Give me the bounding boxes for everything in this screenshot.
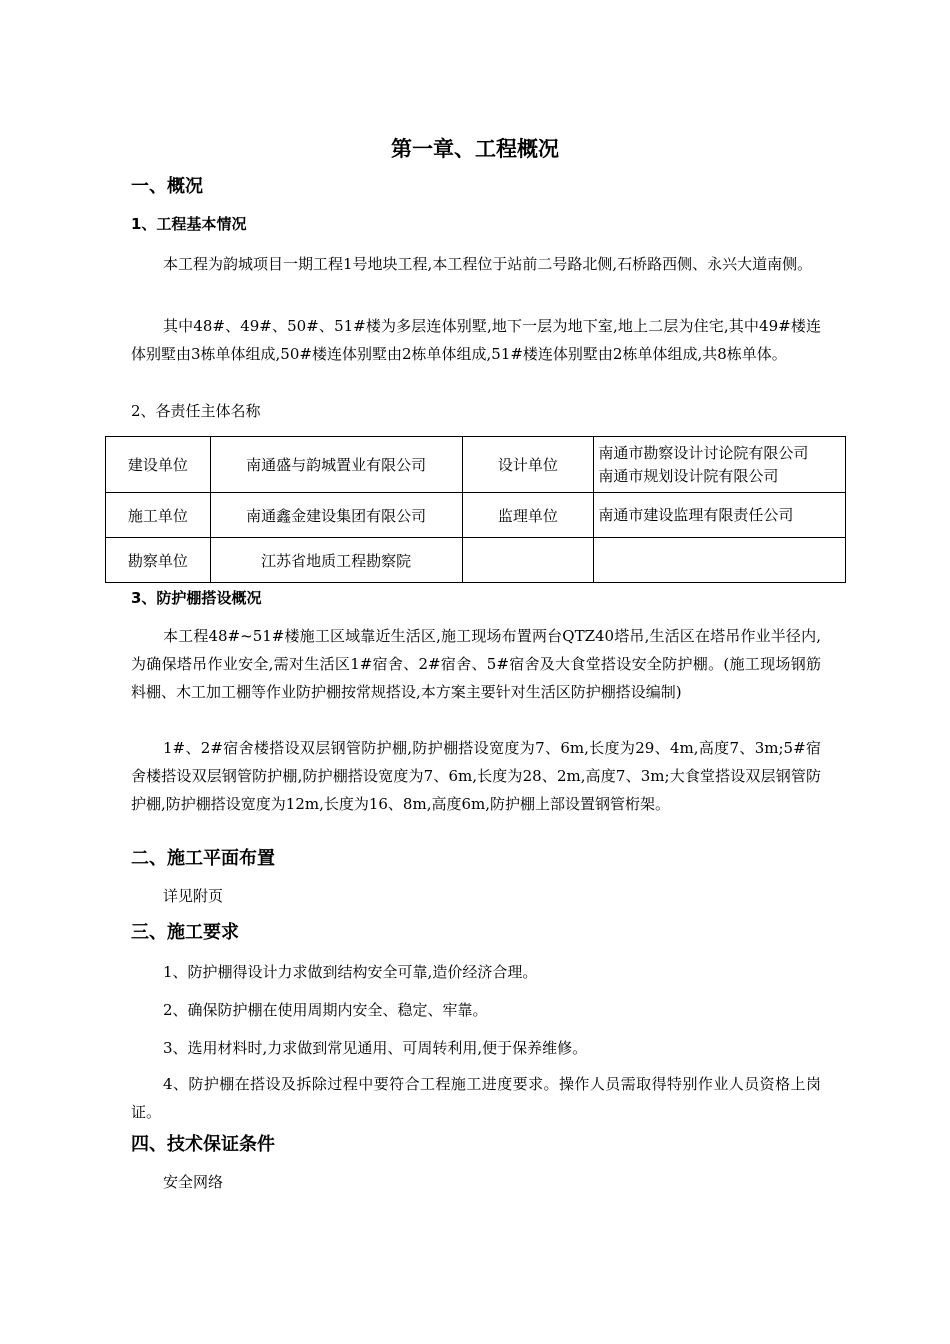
table-row (106, 538, 846, 583)
table-cell-value: 南通盛与韵城置业有限公司 (210, 437, 462, 493)
table-cell-empty (462, 538, 594, 583)
requirement-item: 3、选用材料时,力求做到常见通用、可周转利用,便于保养维修。 (163, 1039, 588, 1057)
table-cell-label: 监理单位 (462, 493, 594, 538)
requirement-item: 2、确保防护棚在使用周期内安全、稳定、牢靠。 (163, 1001, 488, 1019)
table-cell-empty (594, 538, 846, 583)
section-heading-overview: 一、概况 (131, 176, 203, 197)
table-cell-value (594, 437, 846, 493)
requirement-item: 4、防护棚在搭设及拆除过程中要符合工程施工进度要求。操作人员需取得特别作业人员资格上岗证。 (131, 1075, 821, 1121)
table-cell-label: 设计单位 (462, 437, 594, 493)
table-cell-value: 南通市建设监理有限责任公司 (594, 493, 846, 538)
table-cell-label: 勘察单位 (106, 538, 211, 583)
table-cell-value: 南通鑫金建设集团有限公司 (210, 493, 462, 538)
paragraph-shed-background: 本工程48#~51#楼施工区域靠近生活区,施工现场布置两台QTZ40塔吊,生活区在塔吊作业半径内,为确保塔吊作业安全,需对生活区1#宿舍、2#宿舍、5#宿舍及大食堂搭设安全防护棚。(施工现场钢筋料棚、木工加工棚等作业防护棚按常规搭设,本方案主要针对生活区防护棚搭设编制) (131, 627, 821, 701)
responsible-parties-table (105, 436, 846, 583)
designer-name-2: 南通市规划设计院有限公司 (598, 466, 779, 485)
paragraph-project-location: 本工程为韵城项目一期工程1号地块工程,本工程位于站前二号路北侧,石桥路西侧、永兴大道南侧。 (163, 255, 813, 273)
paragraph-safety-network: 安全网络 (163, 1173, 224, 1191)
section-heading-requirements: 三、施工要求 (131, 922, 239, 943)
paragraph-building-composition: 其中48#、49#、50#、51#楼为多层连体别墅,地下一层为地下室,地上二层为住宅,其中49#楼连体别墅由3栋单体组成,50#楼连体别墅由2栋单体组成,51#楼连体别墅由2栋单体组成,共8栋单体。 (131, 317, 821, 363)
section-heading-technical-guarantee: 四、技术保证条件 (131, 1134, 275, 1155)
designer-name-1: 南通市勘察设计讨论院有限公司 (598, 443, 809, 462)
section-heading-site-layout: 二、施工平面布置 (131, 848, 275, 869)
table-row (106, 437, 846, 493)
subheading-shed-overview: 3、防护棚搭设概况 (131, 589, 262, 607)
subheading-responsible-parties: 2、各责任主体名称 (131, 402, 261, 420)
table-cell-label: 建设单位 (106, 437, 211, 493)
table-cell-value: 江苏省地质工程勘察院 (210, 538, 462, 583)
requirement-item: 1、防护棚得设计力求做到结构安全可靠,造价经济合理。 (163, 963, 538, 981)
subheading-basic-info: 1、工程基本情况 (131, 215, 247, 233)
table-row (106, 493, 846, 538)
paragraph-shed-dimensions: 1#、2#宿舍楼搭设双层钢管防护棚,防护棚搭设宽度为7、6m,长度为29、4m,高度7、3m;5#宿舍楼搭设双层钢管防护棚,防护棚搭设宽度为7、6m,长度为28、2m,高度7、3m;大食堂搭设双层钢管防护棚,防护棚搭设宽度为12m,长度为16、8m,高度6m,防护棚上部设置钢管桁架。 (131, 739, 821, 813)
table-cell-label: 施工单位 (106, 493, 211, 538)
chapter-title: 第一章、工程概况 (391, 137, 559, 161)
paragraph-see-attachment: 详见附页 (163, 887, 224, 905)
